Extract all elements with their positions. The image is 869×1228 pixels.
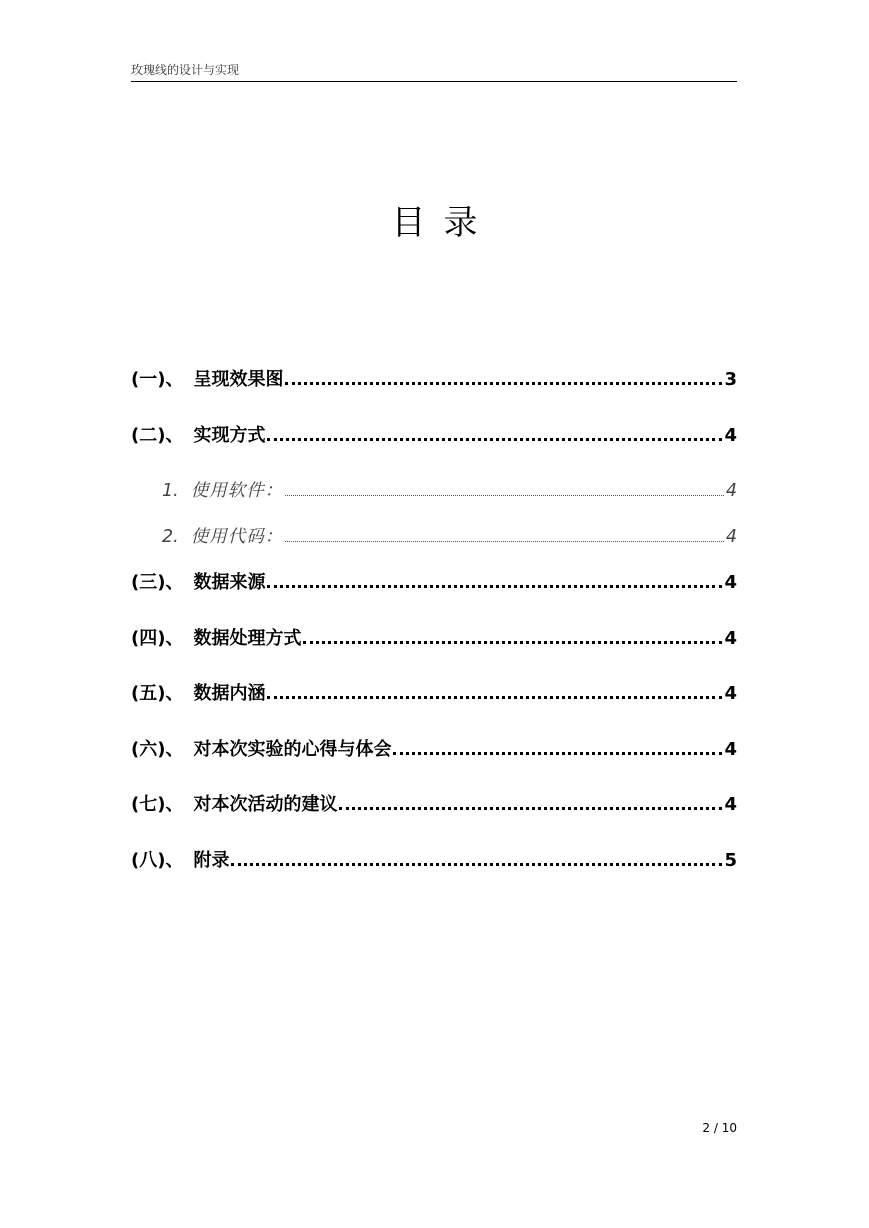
toc-entry-reflections[interactable]: [131, 734, 737, 790]
dot-leader: [303, 639, 722, 644]
toc-entry-page: 4: [725, 527, 737, 547]
toc-entry-label: 数据来源: [193, 572, 266, 593]
toc-entry-page: 4: [724, 683, 737, 704]
toc-entry-label: 附录: [193, 849, 230, 871]
toc-entry-appendix[interactable]: [131, 845, 737, 901]
toc-title: 目录: [391, 203, 496, 243]
dot-leader: [393, 750, 722, 755]
toc-entry-number: (四)、: [131, 627, 184, 649]
toc-entry-page: 4: [724, 627, 737, 649]
toc-entry-number: 2.: [162, 527, 179, 547]
toc-entry-number: (三)、: [131, 572, 184, 593]
toc-entry-label: 使用代码：: [190, 527, 284, 547]
table-of-contents: [131, 364, 737, 900]
toc-entry-data-processing[interactable]: [131, 623, 737, 679]
toc-entry-label: 实现方式: [193, 424, 266, 446]
dot-leader: [267, 694, 722, 699]
toc-entry-number: (二)、: [131, 424, 184, 446]
toc-entry-data-meaning[interactable]: [131, 678, 737, 734]
toc-entry-label: 对本次活动的建议: [193, 794, 338, 815]
toc-entry-page: 4: [724, 794, 737, 815]
toc-entry-number: (五)、: [131, 683, 184, 704]
dot-leader: [285, 380, 722, 385]
toc-entry-page: 3: [724, 369, 737, 390]
toc-entry-suggestions[interactable]: [131, 789, 737, 845]
toc-subentry-software[interactable]: [131, 475, 737, 521]
dot-leader: [231, 861, 722, 866]
toc-entry-page: 4: [724, 738, 737, 760]
page-number-footer: 2 / 10: [702, 1121, 737, 1135]
toc-entry-page: 5: [724, 849, 737, 871]
toc-entry-page: 4: [724, 424, 737, 446]
toc-entry-label: 对本次实验的心得与体会: [193, 738, 392, 760]
toc-entry-number: (一)、: [131, 369, 184, 390]
toc-entry-page: 4: [725, 481, 737, 501]
toc-entry-number: (七)、: [131, 794, 184, 815]
toc-entry-label: 数据处理方式: [193, 627, 302, 649]
toc-entry-data-source[interactable]: [131, 567, 737, 623]
toc-entry-page: 4: [724, 572, 737, 593]
toc-subentry-code[interactable]: [131, 521, 737, 567]
dot-leader: [267, 436, 722, 441]
toc-entry-number: (六)、: [131, 738, 184, 760]
dot-leader: [285, 539, 724, 542]
toc-entry-number: 1.: [162, 481, 179, 501]
toc-entry-label: 呈现效果图: [193, 369, 284, 390]
dot-leader: [267, 583, 722, 588]
running-header: 玫瑰线的设计与实现: [131, 63, 737, 82]
toc-entry-implementation[interactable]: [131, 420, 737, 476]
toc-entry-label: 使用软件：: [190, 481, 284, 501]
toc-entry-effect-figure[interactable]: [131, 364, 737, 420]
toc-entry-number: (八)、: [131, 849, 184, 871]
toc-entry-label: 数据内涵: [193, 683, 266, 704]
dot-leader: [339, 805, 722, 810]
dot-leader: [285, 493, 724, 496]
